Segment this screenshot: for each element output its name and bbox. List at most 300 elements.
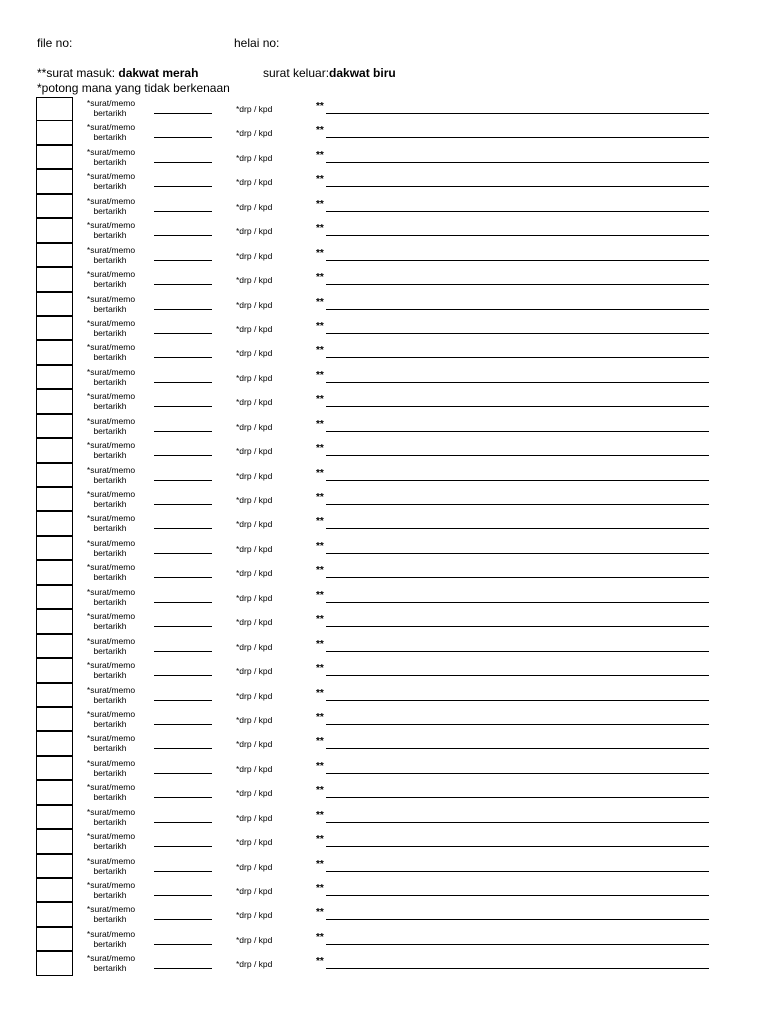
stars-marker: ** [316,785,324,797]
record-row [36,928,716,952]
record-row [36,586,716,610]
date-blank[interactable] [154,431,212,432]
drp-kpd-label: *drp / kpd [236,275,273,286]
stars-marker: ** [316,272,324,284]
entry-box[interactable] [36,829,73,853]
memo-line2: bertarikh [93,718,127,729]
stars-marker: ** [316,247,324,259]
date-blank[interactable] [154,797,212,798]
drp-kpd-label: *drp / kpd [236,446,273,457]
entry-box[interactable] [36,340,73,364]
record-row [36,464,716,488]
memo-line2: bertarikh [93,499,127,509]
memo-line1: *surat/memo [86,537,136,548]
stars-marker: ** [316,736,324,748]
memo-line2: bertarikh [93,645,127,656]
drp-kpd-label: *drp / kpd [236,714,273,725]
subject-blank[interactable] [326,357,709,358]
stars-marker: ** [316,296,324,308]
entry-box[interactable] [36,243,73,267]
stars-marker: ** [316,907,324,919]
memo-label [78,513,142,533]
subject-blank[interactable] [326,553,709,554]
memo-line1: *surat/memo [86,513,136,524]
memo-line1: *surat/memo [86,880,136,890]
memo-line1: *surat/memo [86,733,136,744]
entry-box[interactable] [36,145,73,169]
entry-box[interactable] [36,365,73,389]
record-rows [36,97,716,977]
drp-kpd-label: *drp / kpd [236,690,273,701]
entry-box[interactable] [36,536,73,560]
subject-blank[interactable] [326,528,709,529]
record-row [36,781,716,805]
memo-line1: *surat/memo [86,317,136,328]
memo-line2: bertarikh [93,621,127,632]
stars-marker: ** [316,345,324,357]
date-blank[interactable] [154,846,212,847]
memo-label [78,904,142,924]
record-row [36,635,716,659]
entry-box[interactable] [36,854,73,878]
memo-line1: *surat/memo [86,953,136,964]
record-row [36,293,716,317]
drp-kpd-label: *drp / kpd [236,934,273,945]
entry-box[interactable] [36,120,73,144]
date-blank[interactable] [154,211,212,212]
record-row [36,855,716,879]
memo-label [78,636,142,656]
subject-blank[interactable] [326,235,709,236]
entry-box[interactable] [36,560,73,584]
date-blank[interactable] [154,822,212,823]
subject-blank[interactable] [326,480,709,481]
record-row [36,732,716,756]
record-row [36,341,716,365]
memo-label [78,538,142,558]
subject-blank[interactable] [326,162,709,163]
date-blank[interactable] [154,626,212,627]
date-blank[interactable] [154,700,212,701]
subject-blank[interactable] [326,602,709,603]
potong-note: *potong mana yang tidak berkenaan [37,81,230,95]
memo-line1: *surat/memo [86,489,136,499]
entry-box[interactable] [36,218,73,242]
memo-label [78,269,142,289]
memo-label [78,807,142,827]
memo-line1: *surat/memo [86,782,136,793]
helai-no-label: helai no: [234,36,280,50]
drp-kpd-label: *drp / kpd [236,812,273,823]
subject-blank[interactable] [326,822,709,823]
memo-label [78,465,142,485]
entry-box[interactable] [36,438,73,462]
stars-marker: ** [316,687,324,699]
record-row [36,684,716,708]
drp-kpd-label: *drp / kpd [236,470,273,481]
subject-blank[interactable] [326,675,709,676]
surat-masuk-value: dakwat merah [118,66,199,80]
record-row [36,244,716,268]
drp-kpd-label: *drp / kpd [236,910,273,921]
drp-kpd-label: *drp / kpd [236,299,273,310]
file-no-label: file no: [37,36,73,50]
record-row [36,561,716,585]
date-blank[interactable] [154,113,212,114]
drp-kpd-label: *drp / kpd [236,152,273,163]
memo-line1: *surat/memo [86,195,136,206]
memo-line2: bertarikh [93,572,127,583]
stars-marker: ** [316,320,324,332]
record-row [36,879,716,903]
record-row [36,146,716,170]
memo-line2: bertarikh [93,767,127,778]
memo-line2: bertarikh [93,474,127,485]
memo-line1: *surat/memo [86,366,136,377]
memo-label [78,245,142,265]
date-blank[interactable] [154,773,212,774]
memo-line1: *surat/memo [86,855,136,866]
drp-kpd-label: *drp / kpd [236,177,273,188]
memo-label [78,587,142,607]
stars-marker: ** [316,540,324,552]
drp-kpd-label: *drp / kpd [236,641,273,652]
memo-label [78,391,142,411]
date-blank[interactable] [154,455,212,456]
drp-kpd-label: *drp / kpd [236,788,273,799]
memo-line2: bertarikh [93,303,127,314]
memo-line2: bertarikh [93,327,127,338]
subject-blank[interactable] [326,724,709,725]
drp-kpd-label: *drp / kpd [236,128,273,139]
date-blank[interactable] [154,895,212,896]
subject-blank[interactable] [326,455,709,456]
record-row [36,366,716,390]
date-blank[interactable] [154,137,212,138]
date-blank[interactable] [154,260,212,261]
memo-line2: bertarikh [93,230,127,241]
stars-marker: ** [316,834,324,846]
drp-kpd-label: *drp / kpd [236,348,273,359]
memo-label [78,929,142,949]
memo-line2: bertarikh [93,156,127,167]
memo-line2: bertarikh [93,547,127,558]
subject-blank[interactable] [326,944,709,945]
memo-line2: bertarikh [93,938,127,949]
entry-box[interactable] [36,511,73,535]
record-row [36,610,716,634]
drp-kpd-label: *drp / kpd [236,323,273,334]
memo-line2: bertarikh [93,694,127,705]
record-row [36,268,716,292]
memo-label [78,489,142,509]
record-row [36,415,716,439]
stars-marker: ** [316,614,324,626]
subject-blank[interactable] [326,895,709,896]
memo-label [78,367,142,387]
subject-blank[interactable] [326,700,709,701]
subject-blank[interactable] [326,968,709,969]
drp-kpd-label: *drp / kpd [236,861,273,872]
date-blank[interactable] [154,480,212,481]
subject-blank[interactable] [326,797,709,798]
entry-box[interactable] [36,878,73,902]
date-blank[interactable] [154,284,212,285]
memo-line2: bertarikh [93,181,127,192]
date-blank[interactable] [154,235,212,236]
memo-line1: *surat/memo [86,269,136,280]
stars-marker: ** [316,858,324,870]
memo-line2: bertarikh [93,401,127,412]
surat-masuk [37,66,198,80]
record-row [36,439,716,463]
subject-blank[interactable] [326,773,709,774]
date-blank[interactable] [154,528,212,529]
subject-blank[interactable] [326,871,709,872]
record-row [36,97,716,121]
date-blank[interactable] [154,651,212,652]
stars-marker: ** [316,492,324,503]
entry-box[interactable] [36,609,73,633]
memo-line1: *surat/memo [86,708,136,719]
subject-blank[interactable] [326,431,709,432]
date-blank[interactable] [154,968,212,969]
entry-box[interactable] [36,683,73,707]
stars-marker: ** [316,760,324,772]
record-row [36,708,716,732]
stars-marker: ** [316,418,324,430]
subject-blank[interactable] [326,748,709,749]
date-blank[interactable] [154,553,212,554]
record-row [36,830,716,854]
memo-label [78,880,142,900]
record-row [36,195,716,219]
memo-label [78,758,142,778]
stars-marker: ** [316,369,324,381]
surat-keluar-label: surat keluar: [263,66,330,80]
date-blank[interactable] [154,309,212,310]
drp-kpd-label: *drp / kpd [236,886,273,896]
record-row [36,488,716,512]
stars-marker: ** [316,516,324,528]
memo-label [78,294,142,314]
entry-box[interactable] [36,389,73,413]
drp-kpd-label: *drp / kpd [236,543,273,554]
record-row [36,512,716,536]
drp-kpd-label: *drp / kpd [236,421,273,432]
entry-box[interactable] [36,731,73,755]
memo-label [78,782,142,802]
entry-box[interactable] [36,169,73,193]
memo-line2: bertarikh [93,670,127,681]
date-blank[interactable] [154,333,212,334]
memo-label [78,831,142,851]
memo-line2: bertarikh [93,425,127,436]
entry-box[interactable] [36,634,73,658]
memo-line2: bertarikh [93,743,127,754]
drp-kpd-label: *drp / kpd [236,763,273,774]
stars-marker: ** [316,565,324,577]
memo-line1: *surat/memo [86,415,136,426]
stars-marker: ** [316,931,324,943]
entry-box[interactable] [36,707,73,731]
memo-line1: *surat/memo [86,98,136,108]
record-row [36,806,716,830]
date-blank[interactable] [154,186,212,187]
subject-blank[interactable] [326,919,709,920]
date-blank[interactable] [154,871,212,872]
record-row [36,121,716,145]
entry-box[interactable] [36,194,73,218]
memo-line1: *surat/memo [86,562,136,573]
memo-line2: bertarikh [93,596,127,607]
date-blank[interactable] [154,944,212,945]
stars-marker: ** [316,809,324,821]
memo-label [78,342,142,362]
drp-kpd-label: *drp / kpd [236,959,273,970]
date-blank[interactable] [154,406,212,407]
date-blank[interactable] [154,382,212,383]
subject-blank[interactable] [326,577,709,578]
entry-box[interactable] [36,951,73,975]
drp-kpd-label: *drp / kpd [236,592,273,603]
memo-line1: *surat/memo [86,171,136,182]
memo-line1: *surat/memo [86,122,136,133]
subject-blank[interactable] [326,504,709,505]
date-blank[interactable] [154,748,212,749]
drp-kpd-label: *drp / kpd [236,519,273,530]
memo-line1: *surat/memo [86,660,136,671]
record-row [36,390,716,414]
entry-box[interactable] [36,414,73,438]
memo-label [78,953,142,973]
date-blank[interactable] [154,602,212,603]
record-row [36,952,716,976]
subject-blank[interactable] [326,211,709,212]
memo-label [78,562,142,582]
memo-line2: bertarikh [93,352,127,363]
memo-line2: bertarikh [93,376,127,387]
drp-kpd-label: *drp / kpd [236,495,273,505]
stars-marker: ** [316,101,324,112]
record-row [36,170,716,194]
memo-label [78,733,142,753]
subject-blank[interactable] [326,186,709,187]
stars-marker: ** [316,711,324,723]
subject-blank[interactable] [326,309,709,310]
entry-box[interactable] [36,780,73,804]
memo-line1: *surat/memo [86,146,136,157]
record-row [36,659,716,683]
memo-line2: bertarikh [93,865,127,876]
memo-label [78,147,142,167]
stars-marker: ** [316,956,324,968]
stars-marker: ** [316,883,324,894]
entry-box[interactable] [36,756,73,780]
subject-blank[interactable] [326,846,709,847]
subject-blank[interactable] [326,651,709,652]
memo-line2: bertarikh [93,890,127,900]
subject-blank[interactable] [326,626,709,627]
memo-line1: *surat/memo [86,806,136,817]
entry-box[interactable] [36,463,73,487]
memo-label [78,440,142,460]
drp-kpd-label: *drp / kpd [236,837,273,848]
memo-line2: bertarikh [93,841,127,852]
subject-blank[interactable] [326,406,709,407]
entry-box[interactable] [36,267,73,291]
memo-label [78,196,142,216]
entry-box[interactable] [36,805,73,829]
stars-marker: ** [316,638,324,650]
surat-keluar [263,66,396,80]
memo-line2: bertarikh [93,914,127,925]
entry-box[interactable] [36,585,73,609]
memo-label [78,856,142,876]
memo-label [78,416,142,436]
date-blank[interactable] [154,724,212,725]
memo-label [78,122,142,142]
subject-blank[interactable] [326,260,709,261]
entry-box[interactable] [36,658,73,682]
memo-label [78,611,142,631]
entry-box[interactable] [36,927,73,951]
stars-marker: ** [316,174,324,186]
entry-box[interactable] [36,487,73,511]
memo-line2: bertarikh [93,279,127,290]
entry-box[interactable] [36,902,73,926]
date-blank[interactable] [154,919,212,920]
memo-line1: *surat/memo [86,220,136,231]
subject-blank[interactable] [326,382,709,383]
date-blank[interactable] [154,504,212,505]
memo-line2: bertarikh [93,523,127,534]
date-blank[interactable] [154,162,212,163]
date-blank[interactable] [154,577,212,578]
entry-box[interactable] [36,316,73,340]
entry-box[interactable] [36,292,73,316]
memo-line1: *surat/memo [86,464,136,475]
subject-blank[interactable] [326,333,709,334]
memo-label [78,171,142,191]
stars-marker: ** [316,394,324,406]
memo-label [78,318,142,338]
drp-kpd-label: *drp / kpd [236,201,273,212]
record-row [36,537,716,561]
stars-marker: ** [316,125,324,137]
memo-line2: bertarikh [93,254,127,265]
memo-line2: bertarikh [93,132,127,143]
memo-label [78,685,142,705]
memo-line1: *surat/memo [86,831,136,842]
date-blank[interactable] [154,357,212,358]
entry-box[interactable] [36,97,73,121]
stars-marker: ** [316,663,324,675]
stars-marker: ** [316,223,324,235]
memo-line2: bertarikh [93,450,127,461]
memo-line1: *surat/memo [86,440,136,451]
stars-marker: ** [316,589,324,601]
memo-label [78,220,142,240]
memo-line1: *surat/memo [86,293,136,304]
subject-blank[interactable] [326,137,709,138]
memo-line1: *surat/memo [86,342,136,353]
date-blank[interactable] [154,675,212,676]
subject-blank[interactable] [326,284,709,285]
drp-kpd-label: *drp / kpd [236,372,273,383]
stars-marker: ** [316,149,324,161]
subject-blank[interactable] [326,113,709,114]
